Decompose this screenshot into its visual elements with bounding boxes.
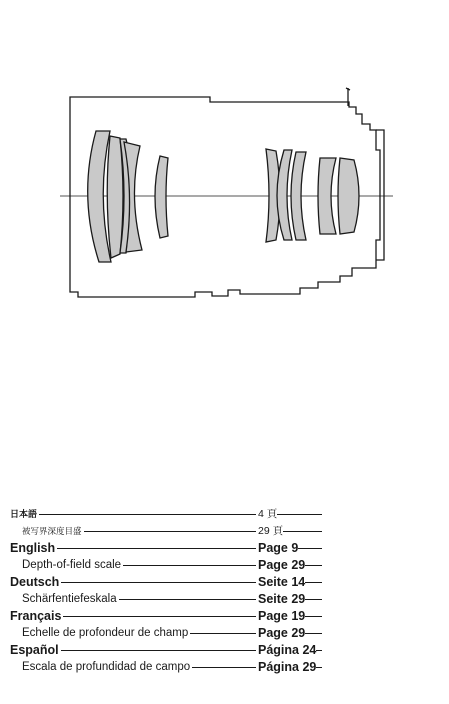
toc-entry-japanese[interactable] bbox=[10, 505, 322, 523]
toc-label: Español bbox=[10, 643, 59, 657]
toc-label: Echelle de profondeur de champ bbox=[22, 624, 190, 642]
toc-page-number: 29 頁 bbox=[256, 522, 283, 540]
toc-page-number: Seite 29 bbox=[258, 592, 306, 606]
toc-page-number: Página 29 bbox=[258, 660, 317, 674]
toc-label: 日本語 bbox=[10, 505, 39, 523]
toc-label: Depth-of-field scale bbox=[22, 556, 123, 574]
toc-entry-espanol[interactable] bbox=[10, 641, 322, 659]
toc-entry-francais-dof[interactable] bbox=[22, 624, 322, 642]
toc-label: English bbox=[10, 541, 56, 555]
toc-page-number: Seite 14 bbox=[258, 575, 306, 589]
toc-page-number: Página 24 bbox=[258, 643, 317, 657]
toc-entry-espanol-dof[interactable] bbox=[22, 658, 322, 676]
toc-page-number: Page 29 bbox=[258, 626, 306, 640]
toc-entry-francais[interactable] bbox=[10, 607, 322, 625]
toc-page-number: Page 19 bbox=[258, 609, 306, 623]
toc-label: Schärfentiefeskala bbox=[22, 590, 119, 608]
toc-page-number: 4 頁 bbox=[256, 505, 277, 523]
toc-page-number: Page 29 bbox=[258, 558, 306, 572]
toc-label: Français bbox=[10, 609, 62, 623]
toc-entry-deutsch[interactable] bbox=[10, 573, 322, 591]
toc-entry-english[interactable] bbox=[10, 539, 322, 557]
toc-page-number: Page 9 bbox=[258, 541, 299, 555]
toc-entry-english-dof[interactable] bbox=[22, 556, 322, 574]
toc-label: Deutsch bbox=[10, 575, 60, 589]
toc-label: Escala de profundidad de campo bbox=[22, 658, 192, 676]
toc-entry-deutsch-dof[interactable] bbox=[22, 590, 322, 608]
toc-label: 被写界深度目盛 bbox=[22, 522, 84, 540]
toc-entry-japanese-dof[interactable] bbox=[22, 522, 322, 540]
